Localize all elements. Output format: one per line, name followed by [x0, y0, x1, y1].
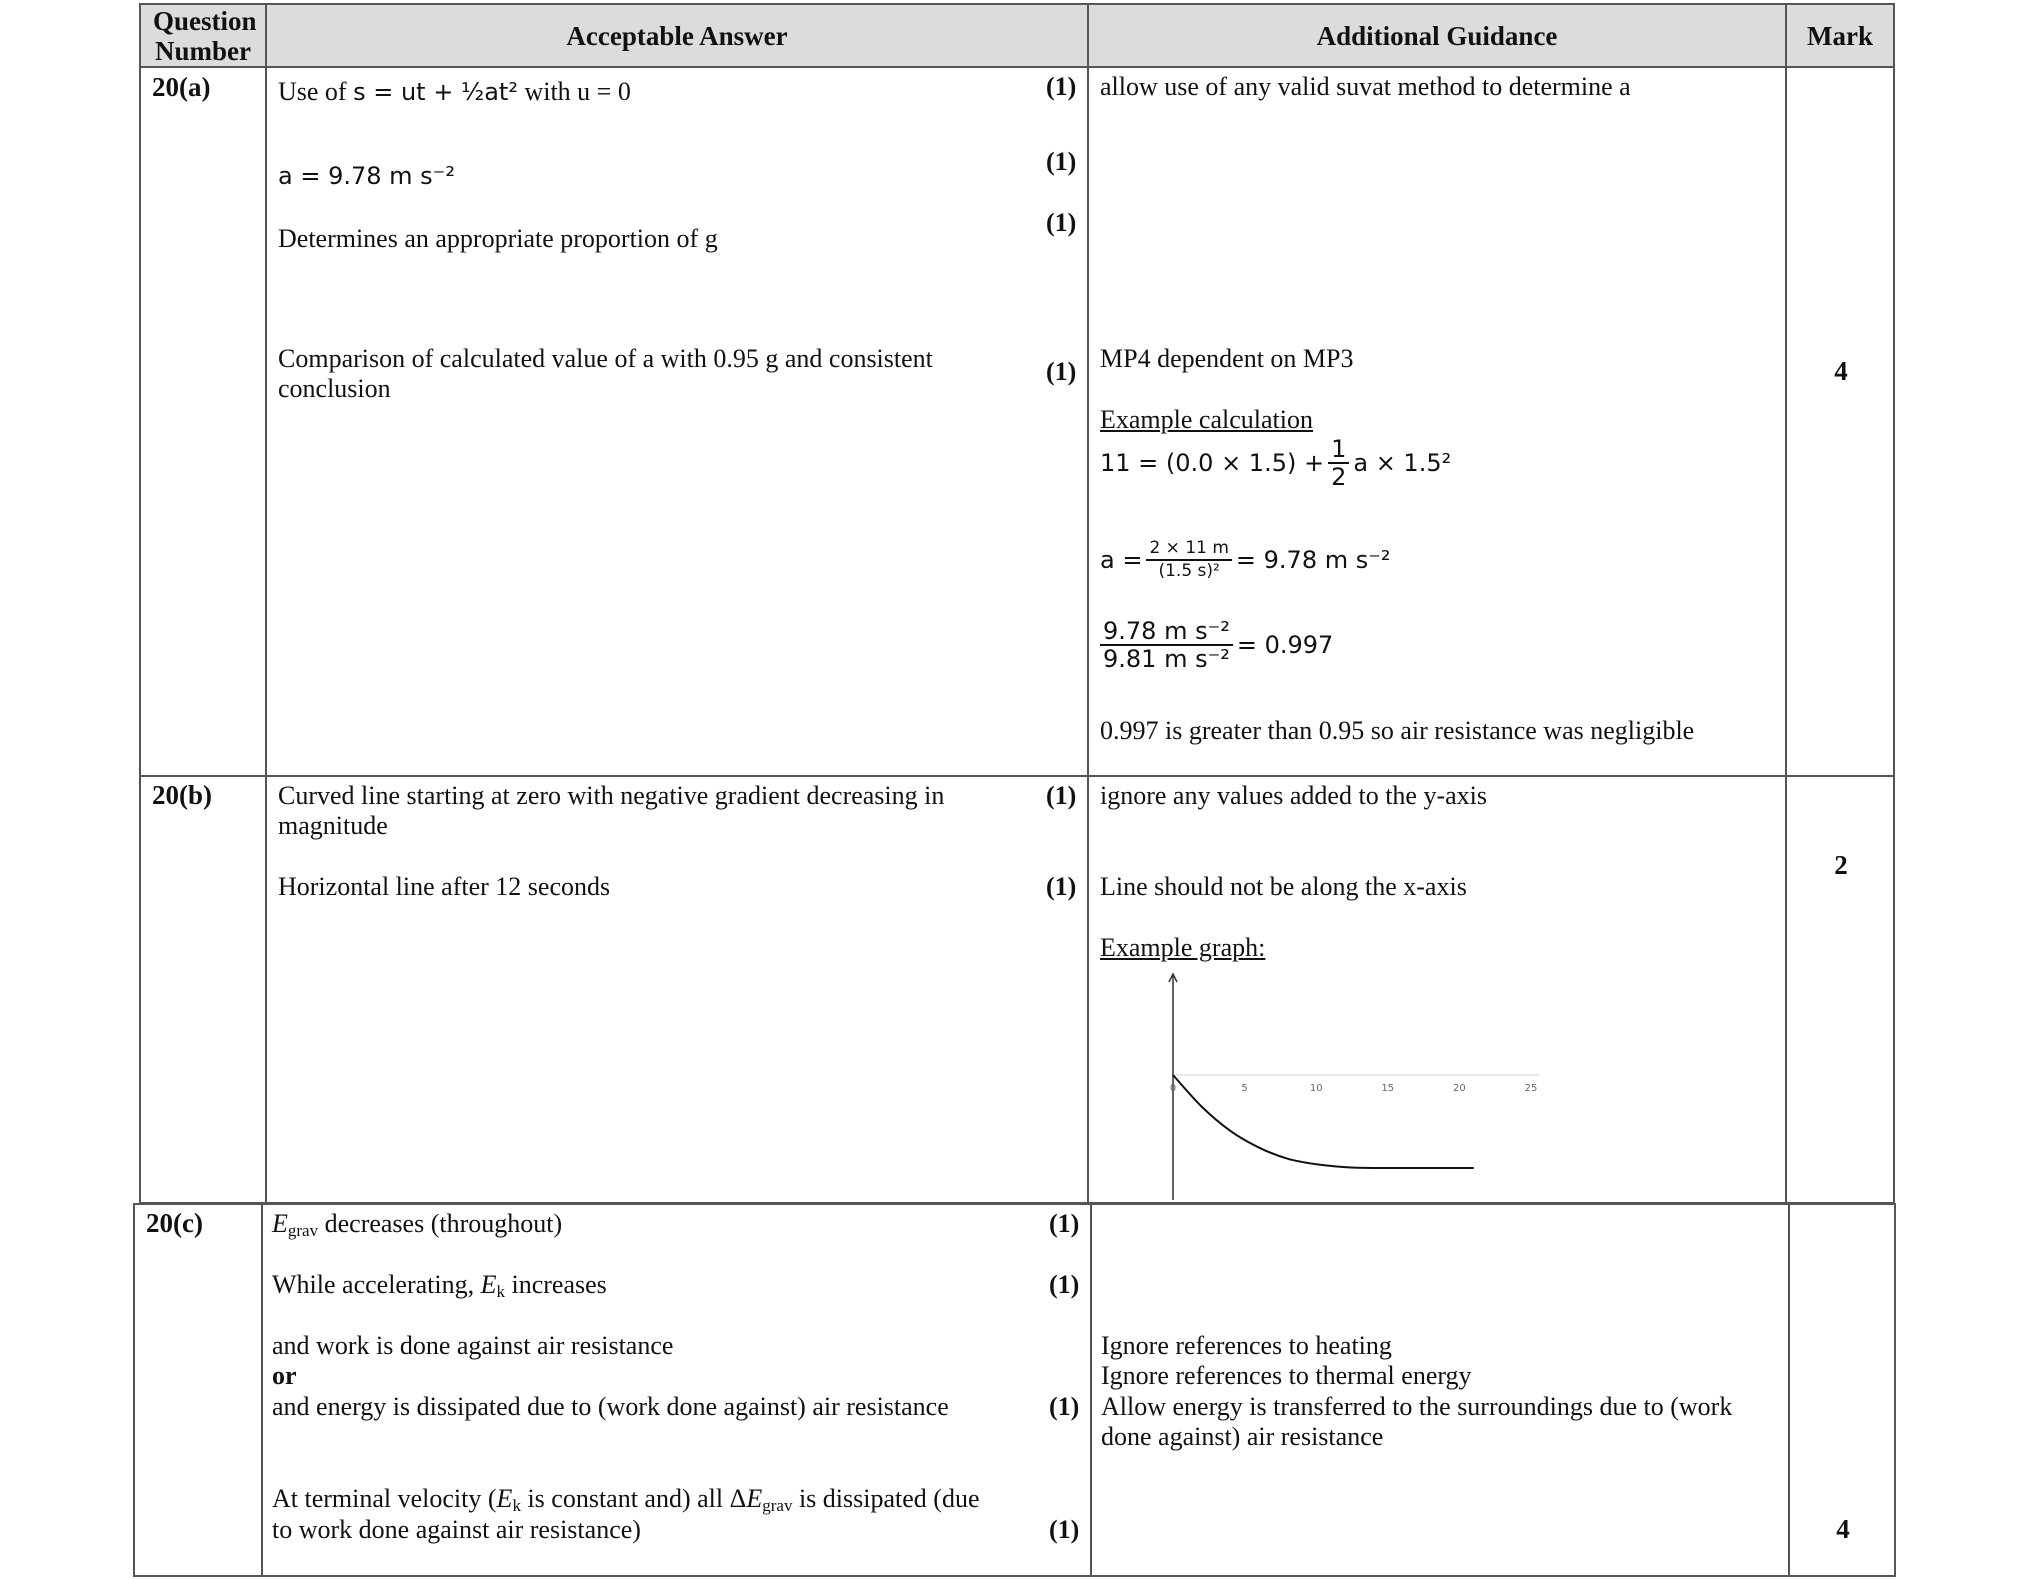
- example-calc-line2: a = $\frac{2 \times 11 m}{\text{(1.5 s)²}}$ = 9.78 m s⁻²: [1100, 538, 1391, 581]
- answer-20b-mp1-line1: Curved line starting at zero with negative gradient decreasing in: [278, 781, 945, 810]
- guidance-20c-line1: Ignore references to heating: [1101, 1331, 1392, 1360]
- mark-scheme-table-c: [133, 1203, 1896, 1577]
- mark-20b-mp1: (1): [1046, 781, 1077, 810]
- answer-20b-mp2: Horizontal line after 12 seconds: [278, 872, 611, 901]
- header-additional-guidance: Additional Guidance: [1088, 4, 1786, 67]
- mark-cell-20b: [1786, 776, 1894, 1203]
- mark-20a-mp3: (1): [1046, 208, 1077, 237]
- example-calc-line3: $\frac{\text{9.78 m s⁻²}}{\text{9.81 m s⁻²}}$ = 0.997: [1100, 618, 1333, 672]
- x-tick-label: 15: [1381, 1083, 1395, 1094]
- answer-20c-mp3-line1: and work is done against air resistance: [272, 1331, 674, 1360]
- answer-cell-20b: [266, 776, 1088, 1203]
- total-mark-20c: 4: [1836, 1514, 1850, 1544]
- example-calc-line1: 11 = (0.0 × 1.5) + $\frac{1}{2}$ a × 1.5²: [1100, 435, 1452, 491]
- guidance-20b-line1: ignore any values added to the y-axis: [1100, 781, 1487, 810]
- total-mark-20a: 4: [1834, 356, 1848, 386]
- mark-20b-mp2: (1): [1046, 872, 1077, 901]
- guidance-20a-line1: allow use of any valid suvat method to determine a: [1100, 72, 1631, 101]
- answer-20c-mp4-line1: At terminal velocity ($E_k$ is constant and) all $\Delta E_{grav}$ is dissipated (due: [272, 1484, 980, 1515]
- guidance-20a-mp4: MP4 dependent on MP3: [1100, 344, 1354, 373]
- answer-20c-mp4-line2: to work done against air resistance): [272, 1515, 641, 1544]
- question-number-20c: 20(c): [134, 1204, 262, 1576]
- x-tick-label: 25: [1524, 1083, 1538, 1094]
- answer-20a-mp4-line1: Comparison of calculated value of a with 0.95 g and consistent: [278, 344, 933, 373]
- answer-20a-mp4-line2: conclusion: [278, 374, 391, 403]
- mark-20c-mp3: (1): [1049, 1392, 1080, 1421]
- guidance-20b-line2: Line should not be along the x-axis: [1100, 872, 1467, 901]
- guidance-20c-line4: done against) air resistance: [1101, 1422, 1384, 1451]
- answer-20c-mp2: While accelerating, $E_k$ increases: [272, 1270, 607, 1301]
- header-acceptable-answer: Acceptable Answer: [266, 4, 1088, 67]
- guidance-20a-conclusion: 0.997 is greater than 0.95 so air resistance was negligible: [1100, 716, 1695, 745]
- guidance-cell-20a: [1088, 67, 1786, 776]
- answer-20b-mp1-line2: magnitude: [278, 811, 388, 840]
- mark-20c-mp2: (1): [1049, 1270, 1080, 1299]
- mark-scheme-table-ab: [139, 3, 1895, 1204]
- x-tick-label: 20: [1453, 1083, 1466, 1094]
- header-mark: Mark: [1786, 4, 1894, 67]
- question-number-20a: 20(a): [140, 67, 266, 776]
- guidance-cell-20b: [1088, 776, 1786, 1203]
- mark-cell-20c: [1789, 1204, 1895, 1576]
- answer-cell-20a: [266, 67, 1088, 776]
- guidance-cell-20c: [1091, 1204, 1789, 1576]
- header-question-number: Question Number: [140, 4, 266, 67]
- question-number-20b: 20(b): [140, 776, 266, 1203]
- guidance-20a-example-heading: Example calculation: [1100, 405, 1313, 434]
- guidance-20c-line2: Ignore references to thermal energy: [1101, 1361, 1472, 1390]
- mark-20a-mp2: (1): [1046, 147, 1077, 176]
- answer-20a-mp2: a = 9.78 m s⁻²: [278, 162, 455, 190]
- answer-20a-mp1: Use of s = ut + ½at² with u = 0: [278, 77, 631, 106]
- answer-20c-mp3-or: or: [272, 1361, 297, 1390]
- answer-20c-mp3-line2: and energy is dissipated due to (work done against) air resistance: [272, 1392, 949, 1421]
- guidance-20c-line3: Allow energy is transferred to the surroundings due to (work: [1101, 1392, 1733, 1421]
- graph-curve: [1173, 1075, 1474, 1168]
- example-graph: [1165, 970, 1585, 1200]
- mark-cell-20a: [1786, 67, 1894, 776]
- x-tick-label: 10: [1309, 1083, 1323, 1094]
- mark-20a-mp4: (1): [1046, 357, 1077, 386]
- answer-20c-mp1: $E_{grav}$ decreases (throughout): [272, 1209, 563, 1240]
- x-tick-label: 0: [1169, 1083, 1177, 1094]
- total-mark-20b: 2: [1834, 850, 1848, 880]
- mark-20c-mp1: (1): [1049, 1209, 1080, 1238]
- mark-20c-mp4: (1): [1049, 1515, 1080, 1544]
- answer-cell-20c: [262, 1204, 1091, 1576]
- mark-20a-mp1: (1): [1046, 72, 1077, 101]
- guidance-20b-example-heading: Example graph:: [1100, 933, 1266, 962]
- answer-20a-mp3: Determines an appropriate proportion of g: [278, 224, 718, 253]
- x-tick-label: 5: [1241, 1083, 1248, 1094]
